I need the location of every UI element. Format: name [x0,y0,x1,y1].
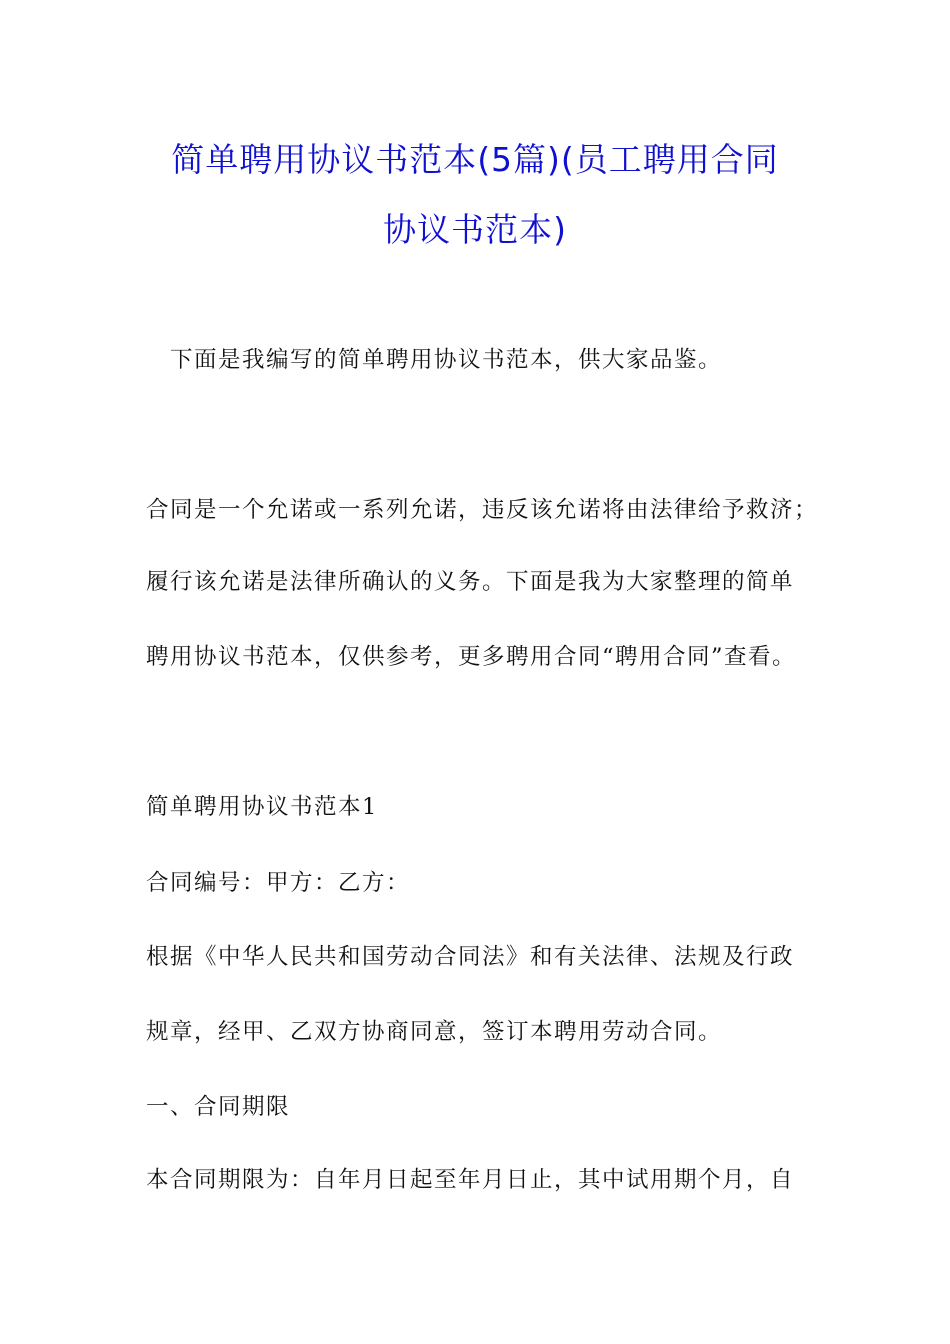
paragraph-1-line-1: 合同是一个允诺或一系列允诺，违反该允诺将由法律给予救济； [146,497,819,523]
paragraph-1-line-2: 履行该允诺是法律所确认的义务。下面是我为大家整理的简单 [146,569,795,595]
document-title-line-1: 简单聘用协议书范本(5篇)(员工聘用合同 [171,140,779,179]
section-1-heading: 一、合同期限 [146,1094,291,1120]
intro-paragraph: 下面是我编写的简单聘用协议书范本，供大家品鉴。 [170,347,723,373]
contract-parties-line: 合同编号：甲方：乙方： [146,870,411,896]
contract-basis-line-1: 根据《中华人民共和国劳动合同法》和有关法律、法规及行政 [146,944,795,970]
sample-heading: 简单聘用协议书范本1 [146,794,378,820]
paragraph-1-line-3: 聘用协议书范本，仅供参考，更多聘用合同“聘用合同”查看。 [146,644,797,670]
contract-basis-line-2: 规章，经甲、乙双方协商同意，签订本聘用劳动合同。 [146,1019,723,1045]
section-1-text: 本合同期限为：自年月日起至年月日止，其中试用期个月，自 [146,1167,795,1193]
document-title-line-2: 协议书范本) [383,210,567,249]
